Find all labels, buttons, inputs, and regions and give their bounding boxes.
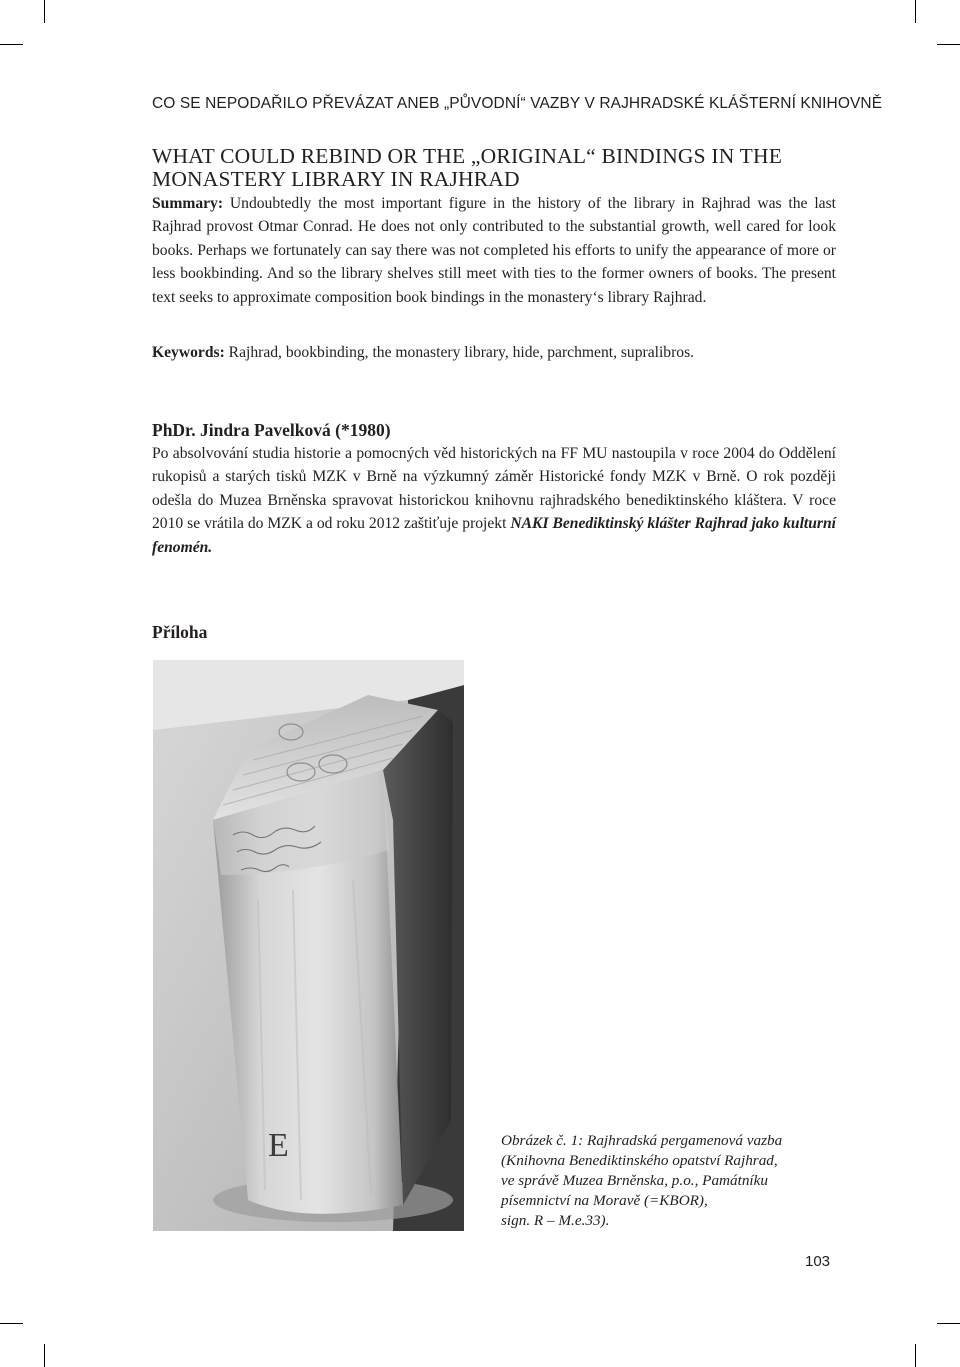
book-photo-illustration [153,660,464,1231]
summary-text: Undoubtedly the most important figure in the history of the library in Rajhrad was the last Rajhrad provost Otmar Conrad. He does not only contributed to the substantial growth, well cared for look books. Perhaps we fortunately can say there was not completed his efforts to unify the appearance of more or less bookbinding. And so the library shelves still meet with ties to the former owners of books. The present text seeks to approximate composition book bindings in the monastery‘s library Rajhrad. [152,195,836,306]
project-title: NAKI Benediktinský klášter Rajhrad jako kulturní fenomén. [152,515,836,556]
author-bio-text: Po absolvování studia historie a pomocných věd historických na FF MU nastoupila v roce 2004 do Oddělení rukopisů a starých tisků MZK v Brně na výzkumný záměr Historické fondy MZK v Brně. O rok později odešla do Muzea Brněnska spravovat historickou knihovnu rajhradského benediktinského kláštera. V roce 2010 se vrátila do MZK a od roku 2012 zaštiťuje projekt [152,445,836,533]
crop-mark-tl-h [0,44,23,45]
caption-line: (Knihovna Benediktinského opatství Rajhrad, [501,1152,778,1169]
summary-label: Summary: [152,195,224,212]
crop-mark-bl-v [44,1344,45,1367]
caption-line: ve správě Muzea Brněnska, p.o., Památníku [501,1172,768,1189]
keywords-paragraph [152,341,836,364]
keywords-label: Keywords: [152,344,225,361]
crop-mark-tr-v [915,0,916,23]
caption-line: sign. R – M.e.33). [501,1212,610,1229]
crop-mark-br-v [915,1344,916,1367]
crop-mark-br-h [937,1323,960,1324]
author-bio [152,442,836,559]
keywords-text: Rajhrad, bookbinding, the monastery library, hide, parchment, supralibros. [228,344,695,361]
figure-caption [501,1131,821,1231]
caption-line: písemnictví na Moravě (=KBOR), [501,1192,708,1209]
english-title-line: MONASTERY LIBRARY IN RAJHRAD [152,167,520,191]
crop-mark-tr-h [937,44,960,45]
author-heading: PhDr. Jindra Pavelková (*1980) [152,420,391,440]
page-number: 103 [805,1253,831,1270]
caption-line: Obrázek č. 1: Rajhradská pergamenová vazba [501,1132,783,1149]
appendix-heading: Příloha [152,622,208,642]
english-title [152,145,842,191]
english-title-line: WHAT COULD REBIND OR THE „ORIGINAL“ BINDINGS IN THE [152,144,783,168]
summary-paragraph [152,192,836,309]
spine-letter: E [268,1127,289,1164]
running-head: CO SE NEPODAŘILO PŘEVÁZAT ANEB „PŮVODNÍ“ VAZBY V RAJHRADSKÉ KLÁŠTERNÍ KNIHOVNĚ [152,95,883,112]
crop-mark-tl-v [44,0,45,23]
book-photo [153,660,464,1231]
crop-mark-bl-h [0,1323,23,1324]
